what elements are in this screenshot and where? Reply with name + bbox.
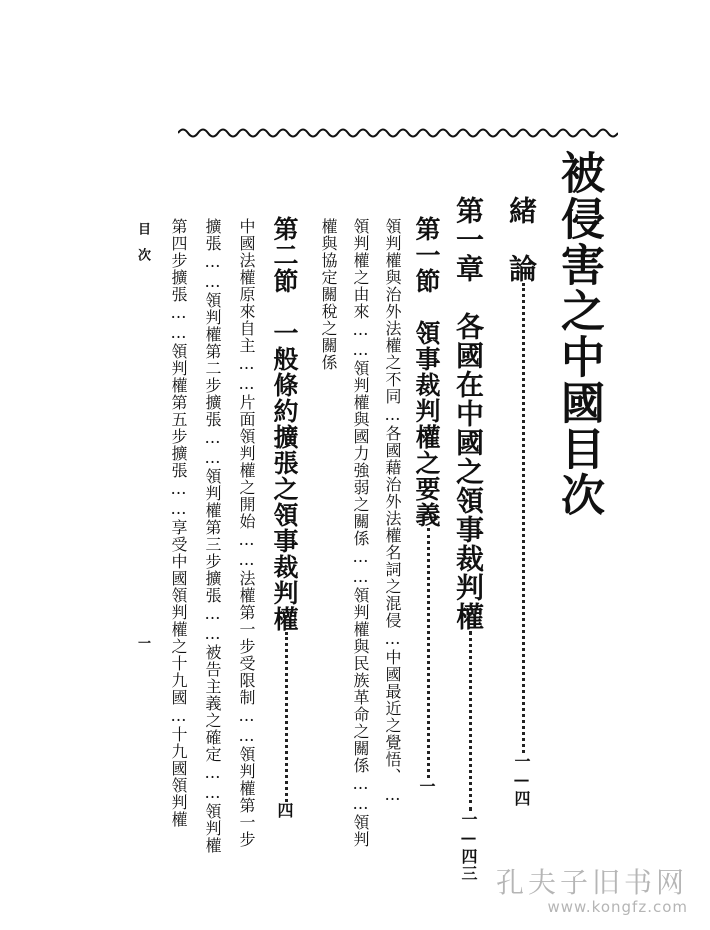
section-2-text-line-1: 中國法權原來自主……片面領判權之開始……法權第一步受限制……領判權第一步 — [237, 218, 256, 848]
section-1-text-line-1: 領判權與治外法權之不同…各國藉治外法權名詞之混侵…中國最近之覺悟、… — [383, 218, 402, 805]
watermark-url: www.kongfz.com — [547, 898, 688, 916]
toc-entry-section-2[interactable] — [272, 216, 297, 819]
toc-leader-dots — [518, 283, 525, 753]
toc-entry-label: 第二節 一般條約擴張之領事裁判權 — [270, 216, 299, 632]
running-head: 目 次 — [135, 222, 150, 261]
toc-leader-dots — [465, 631, 472, 811]
toc-entry-label: 緒 論 — [505, 196, 538, 283]
toc-entry-label: 第一節 領事裁判權之要義 — [412, 216, 441, 528]
toc-page-number: 四 — [275, 802, 294, 819]
toc-leader-dots — [423, 528, 430, 778]
page-number: 一 — [135, 636, 150, 649]
site-watermark — [496, 868, 688, 916]
page-title: 被侵害之中國目次 — [553, 150, 604, 518]
section-2-text-line-2: 擴張……領判權第二步擴張……領判權第三步擴張……被告主義之確定……領判權 — [203, 218, 222, 854]
toc-page-number: 一—四三 — [459, 811, 478, 882]
watermark-name: 孔夫子旧书网 — [495, 866, 688, 899]
section-1-text-line-3: 權與協定關稅之關係 — [319, 218, 338, 371]
toc-page-number: 一—四 — [512, 753, 531, 807]
section-1-text-line-2: 領判權之由來……領判權與國力強弱之關係……領判權與民族革命之關係……領判 — [351, 218, 370, 848]
toc-entry-chapter-1[interactable] — [452, 196, 485, 882]
section-2-text-line-3: 第四步擴張……領判權第五步擴張……享受中國領判權之十九國…十九國領判權 — [169, 218, 188, 828]
toc-entry-label: 第一章 各國在中國之領事裁判權 — [452, 196, 485, 631]
toc-entry-intro[interactable] — [505, 196, 538, 807]
toc-page-number: 一 — [417, 778, 436, 795]
toc-leader-dots — [281, 632, 288, 802]
toc-entry-section-1[interactable] — [414, 216, 439, 795]
top-wavy-rule — [178, 126, 618, 140]
